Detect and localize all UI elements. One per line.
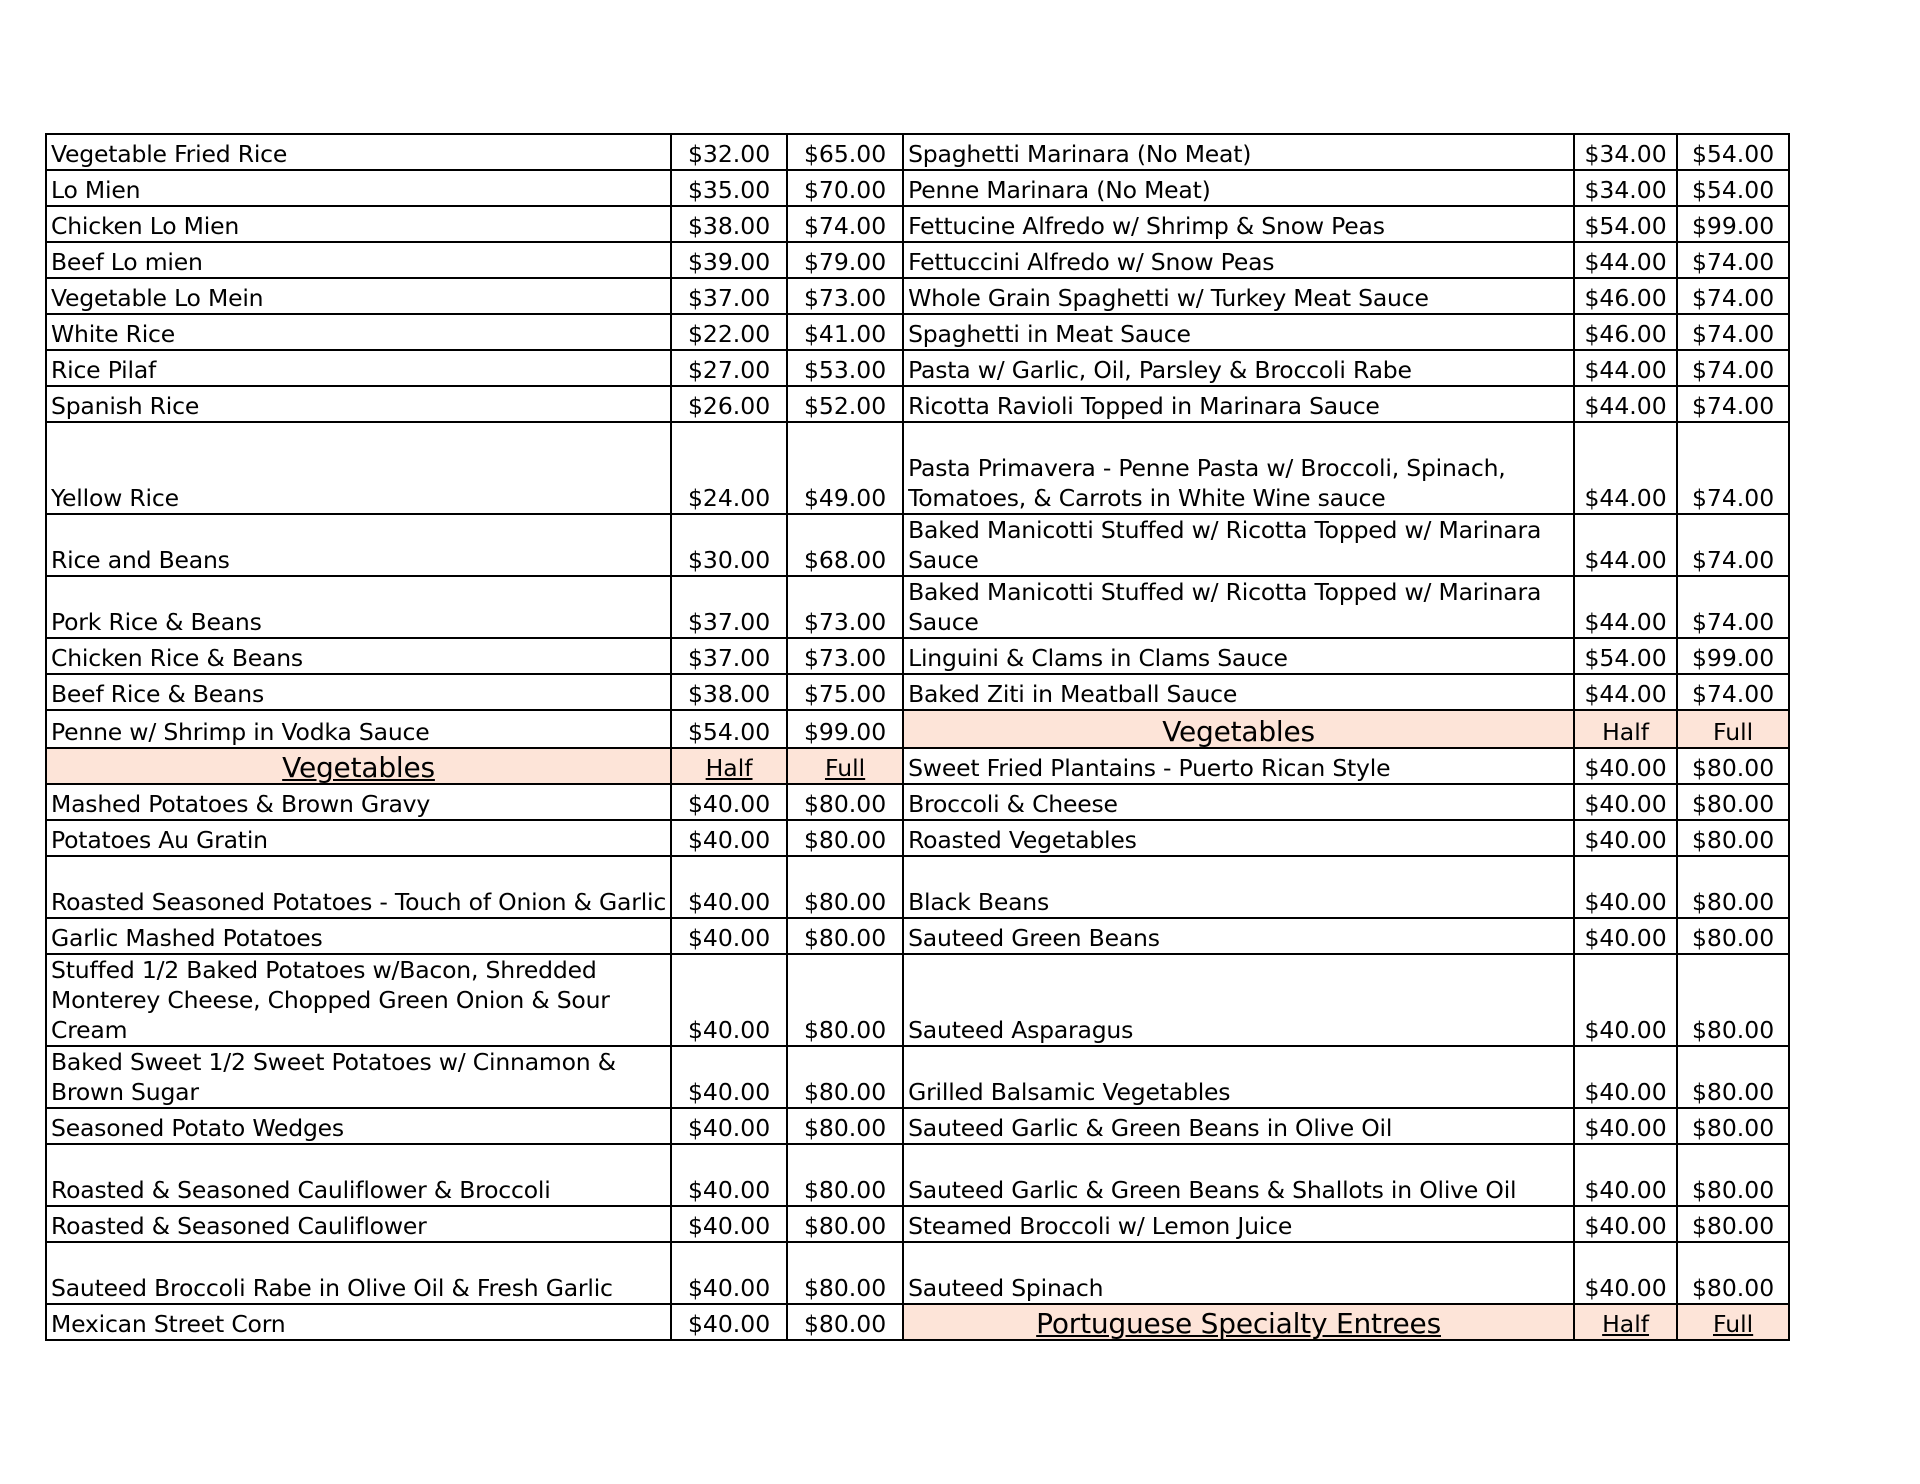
- half-tray-price: $44.00: [1574, 576, 1677, 638]
- full-column-label: Full: [1677, 1304, 1789, 1340]
- table-row: [46, 134, 1789, 170]
- full-tray-price: $80.00: [1677, 1108, 1789, 1144]
- full-tray-price: $80.00: [1677, 748, 1789, 784]
- half-tray-price: $40.00: [671, 820, 787, 856]
- menu-item-name: Sauteed Broccoli Rabe in Olive Oil & Fresh Garlic: [46, 1242, 671, 1304]
- section-heading: Vegetables: [46, 748, 671, 784]
- table-row: [46, 206, 1789, 242]
- full-tray-price: $80.00: [787, 1206, 903, 1242]
- menu-item-name: Ricotta Ravioli Topped in Marinara Sauce: [903, 386, 1574, 422]
- half-tray-price: $54.00: [1574, 206, 1677, 242]
- full-tray-price: $54.00: [1677, 134, 1789, 170]
- full-tray-price: $80.00: [1677, 856, 1789, 918]
- table-row: [46, 514, 1789, 576]
- menu-item-name: Mexican Street Corn: [46, 1304, 671, 1340]
- full-tray-price: $80.00: [787, 1108, 903, 1144]
- table-row: [46, 170, 1789, 206]
- full-tray-price: $74.00: [787, 206, 903, 242]
- full-tray-price: $74.00: [1677, 576, 1789, 638]
- full-tray-price: $99.00: [1677, 638, 1789, 674]
- menu-item-name: White Rice: [46, 314, 671, 350]
- full-tray-price: $74.00: [1677, 242, 1789, 278]
- half-tray-price: $40.00: [1574, 1108, 1677, 1144]
- full-tray-price: $65.00: [787, 134, 903, 170]
- full-tray-price: $80.00: [787, 1046, 903, 1108]
- menu-item-name: Sweet Fried Plantains - Puerto Rican Style: [903, 748, 1574, 784]
- half-tray-price: $40.00: [1574, 856, 1677, 918]
- menu-item-name: Grilled Balsamic Vegetables: [903, 1046, 1574, 1108]
- table-row: [46, 278, 1789, 314]
- full-tray-price: $80.00: [1677, 1242, 1789, 1304]
- menu-item-name: Fettuccini Alfredo w/ Snow Peas: [903, 242, 1574, 278]
- half-tray-price: $40.00: [1574, 820, 1677, 856]
- full-tray-price: $73.00: [787, 278, 903, 314]
- table-row: [46, 350, 1789, 386]
- half-tray-price: $32.00: [671, 134, 787, 170]
- half-tray-price: $39.00: [671, 242, 787, 278]
- half-tray-price: $35.00: [671, 170, 787, 206]
- menu-item-name: Pasta Primavera - Penne Pasta w/ Broccoli, Spinach, Tomatoes, & Carrots in White Wine sauce: [903, 422, 1574, 514]
- half-tray-price: $40.00: [671, 1046, 787, 1108]
- full-tray-price: $52.00: [787, 386, 903, 422]
- full-tray-price: $80.00: [787, 784, 903, 820]
- table-row: [46, 674, 1789, 710]
- menu-item-name: Sauteed Green Beans: [903, 918, 1574, 954]
- table-row: [46, 1242, 1789, 1304]
- menu-item-name: Broccoli & Cheese: [903, 784, 1574, 820]
- menu-item-name: Stuffed 1/2 Baked Potatoes w/Bacon, Shredded Monterey Cheese, Chopped Green Onion & Sour Cream: [46, 954, 671, 1046]
- half-tray-price: $24.00: [671, 422, 787, 514]
- full-tray-price: $80.00: [1677, 918, 1789, 954]
- half-tray-price: $44.00: [1574, 514, 1677, 576]
- menu-item-name: Seasoned Potato Wedges: [46, 1108, 671, 1144]
- full-tray-price: $74.00: [1677, 514, 1789, 576]
- menu-item-name: Garlic Mashed Potatoes: [46, 918, 671, 954]
- menu-item-name: Spanish Rice: [46, 386, 671, 422]
- table-row: [46, 856, 1789, 918]
- menu-item-name: Steamed Broccoli w/ Lemon Juice: [903, 1206, 1574, 1242]
- menu-item-name: Potatoes Au Gratin: [46, 820, 671, 856]
- half-tray-price: $37.00: [671, 576, 787, 638]
- half-tray-price: $37.00: [671, 278, 787, 314]
- section-heading: Portuguese Specialty Entrees: [903, 1304, 1574, 1340]
- table-row: [46, 784, 1789, 820]
- half-tray-price: $30.00: [671, 514, 787, 576]
- menu-item-name: Lo Mien: [46, 170, 671, 206]
- menu-item-name: Pasta w/ Garlic, Oil, Parsley & Broccoli Rabe: [903, 350, 1574, 386]
- full-tray-price: $79.00: [787, 242, 903, 278]
- menu-item-name: Baked Sweet 1/2 Sweet Potatoes w/ Cinnamon & Brown Sugar: [46, 1046, 671, 1108]
- menu-item-name: Baked Manicotti Stuffed w/ Ricotta Topped w/ Marinara Sauce: [903, 576, 1574, 638]
- menu-item-name: Roasted & Seasoned Cauliflower: [46, 1206, 671, 1242]
- menu-item-name: Spaghetti Marinara (No Meat): [903, 134, 1574, 170]
- full-tray-price: $80.00: [787, 954, 903, 1046]
- table-row: [46, 918, 1789, 954]
- half-tray-price: $40.00: [1574, 784, 1677, 820]
- half-tray-price: $38.00: [671, 206, 787, 242]
- menu-item-name: Chicken Rice & Beans: [46, 638, 671, 674]
- full-tray-price: $41.00: [787, 314, 903, 350]
- full-tray-price: $99.00: [787, 710, 903, 748]
- half-tray-price: $26.00: [671, 386, 787, 422]
- half-column-label: Half: [1574, 1304, 1677, 1340]
- menu-price-table: [45, 133, 1790, 1341]
- half-tray-price: $40.00: [671, 784, 787, 820]
- menu-item-name: Sauteed Garlic & Green Beans & Shallots in Olive Oil: [903, 1144, 1574, 1206]
- half-tray-price: $40.00: [1574, 954, 1677, 1046]
- table-row: [46, 1304, 1789, 1340]
- half-tray-price: $44.00: [1574, 242, 1677, 278]
- table-row: [46, 954, 1789, 1046]
- full-tray-price: $74.00: [1677, 386, 1789, 422]
- half-tray-price: $40.00: [671, 954, 787, 1046]
- menu-item-name: Pork Rice & Beans: [46, 576, 671, 638]
- half-tray-price: $40.00: [671, 1144, 787, 1206]
- table-row: [46, 1144, 1789, 1206]
- full-tray-price: $80.00: [787, 1144, 903, 1206]
- menu-item-name: Sauteed Garlic & Green Beans in Olive Oil: [903, 1108, 1574, 1144]
- half-tray-price: $40.00: [1574, 1144, 1677, 1206]
- half-tray-price: $40.00: [671, 856, 787, 918]
- table-row: [46, 386, 1789, 422]
- full-tray-price: $74.00: [1677, 422, 1789, 514]
- menu-item-name: Roasted Seasoned Potatoes - Touch of Onion & Garlic: [46, 856, 671, 918]
- full-tray-price: $54.00: [1677, 170, 1789, 206]
- half-tray-price: $40.00: [671, 1304, 787, 1340]
- full-tray-price: $80.00: [1677, 1144, 1789, 1206]
- table-row: [46, 1046, 1789, 1108]
- full-tray-price: $73.00: [787, 638, 903, 674]
- full-tray-price: $74.00: [1677, 674, 1789, 710]
- menu-item-name: Penne Marinara (No Meat): [903, 170, 1574, 206]
- half-tray-price: $40.00: [1574, 1242, 1677, 1304]
- menu-item-name: Vegetable Lo Mein: [46, 278, 671, 314]
- half-tray-price: $34.00: [1574, 170, 1677, 206]
- menu-item-name: Rice Pilaf: [46, 350, 671, 386]
- menu-item-name: Sauteed Asparagus: [903, 954, 1574, 1046]
- full-tray-price: $80.00: [787, 1242, 903, 1304]
- table-row: [46, 820, 1789, 856]
- full-tray-price: $70.00: [787, 170, 903, 206]
- half-column-label: Half: [671, 748, 787, 784]
- half-tray-price: $40.00: [1574, 1206, 1677, 1242]
- half-tray-price: $54.00: [671, 710, 787, 748]
- full-tray-price: $73.00: [787, 576, 903, 638]
- full-tray-price: $49.00: [787, 422, 903, 514]
- full-tray-price: $53.00: [787, 350, 903, 386]
- menu-item-name: Black Beans: [903, 856, 1574, 918]
- table-row: [46, 314, 1789, 350]
- table-row: [46, 1206, 1789, 1242]
- half-tray-price: $46.00: [1574, 278, 1677, 314]
- menu-item-name: Spaghetti in Meat Sauce: [903, 314, 1574, 350]
- menu-table-body: [46, 134, 1789, 1340]
- table-row: [46, 1108, 1789, 1144]
- half-tray-price: $40.00: [1574, 748, 1677, 784]
- menu-item-name: Fettucine Alfredo w/ Shrimp & Snow Peas: [903, 206, 1574, 242]
- menu-item-name: Yellow Rice: [46, 422, 671, 514]
- half-tray-price: $40.00: [671, 1242, 787, 1304]
- half-tray-price: $40.00: [671, 1108, 787, 1144]
- half-tray-price: $44.00: [1574, 386, 1677, 422]
- full-tray-price: $74.00: [1677, 350, 1789, 386]
- half-tray-price: $40.00: [671, 1206, 787, 1242]
- menu-item-name: Rice and Beans: [46, 514, 671, 576]
- full-tray-price: $99.00: [1677, 206, 1789, 242]
- menu-item-name: Baked Manicotti Stuffed w/ Ricotta Topped w/ Marinara Sauce: [903, 514, 1574, 576]
- full-tray-price: $80.00: [787, 918, 903, 954]
- full-tray-price: $80.00: [1677, 1206, 1789, 1242]
- full-tray-price: $80.00: [1677, 954, 1789, 1046]
- table-row: [46, 576, 1789, 638]
- menu-item-name: Beef Lo mien: [46, 242, 671, 278]
- menu-item-name: Mashed Potatoes & Brown Gravy: [46, 784, 671, 820]
- half-column-label: Half: [1574, 710, 1677, 748]
- section-heading: Vegetables: [903, 710, 1574, 748]
- half-tray-price: $44.00: [1574, 350, 1677, 386]
- half-tray-price: $38.00: [671, 674, 787, 710]
- half-tray-price: $40.00: [1574, 918, 1677, 954]
- full-column-label: Full: [1677, 710, 1789, 748]
- menu-item-name: Baked Ziti in Meatball Sauce: [903, 674, 1574, 710]
- half-tray-price: $40.00: [1574, 1046, 1677, 1108]
- half-tray-price: $22.00: [671, 314, 787, 350]
- menu-item-name: Sauteed Spinach: [903, 1242, 1574, 1304]
- menu-item-name: Penne w/ Shrimp in Vodka Sauce: [46, 710, 671, 748]
- table-row: [46, 748, 1789, 784]
- menu-item-name: Whole Grain Spaghetti w/ Turkey Meat Sauce: [903, 278, 1574, 314]
- menu-item-name: Linguini & Clams in Clams Sauce: [903, 638, 1574, 674]
- full-tray-price: $80.00: [1677, 820, 1789, 856]
- half-tray-price: $46.00: [1574, 314, 1677, 350]
- full-tray-price: $80.00: [1677, 784, 1789, 820]
- half-tray-price: $54.00: [1574, 638, 1677, 674]
- half-tray-price: $37.00: [671, 638, 787, 674]
- menu-item-name: Chicken Lo Mien: [46, 206, 671, 242]
- half-tray-price: $44.00: [1574, 422, 1677, 514]
- full-tray-price: $80.00: [787, 856, 903, 918]
- menu-item-name: Vegetable Fried Rice: [46, 134, 671, 170]
- full-tray-price: $80.00: [787, 820, 903, 856]
- full-tray-price: $68.00: [787, 514, 903, 576]
- full-tray-price: $80.00: [787, 1304, 903, 1340]
- table-row: [46, 710, 1789, 748]
- table-row: [46, 242, 1789, 278]
- half-tray-price: $27.00: [671, 350, 787, 386]
- half-tray-price: $40.00: [671, 918, 787, 954]
- full-tray-price: $74.00: [1677, 314, 1789, 350]
- half-tray-price: $34.00: [1574, 134, 1677, 170]
- menu-item-name: Roasted & Seasoned Cauliflower & Broccoli: [46, 1144, 671, 1206]
- full-tray-price: $75.00: [787, 674, 903, 710]
- menu-item-name: Roasted Vegetables: [903, 820, 1574, 856]
- full-tray-price: $80.00: [1677, 1046, 1789, 1108]
- menu-item-name: Beef Rice & Beans: [46, 674, 671, 710]
- full-column-label: Full: [787, 748, 903, 784]
- half-tray-price: $44.00: [1574, 674, 1677, 710]
- full-tray-price: $74.00: [1677, 278, 1789, 314]
- table-row: [46, 422, 1789, 514]
- table-row: [46, 638, 1789, 674]
